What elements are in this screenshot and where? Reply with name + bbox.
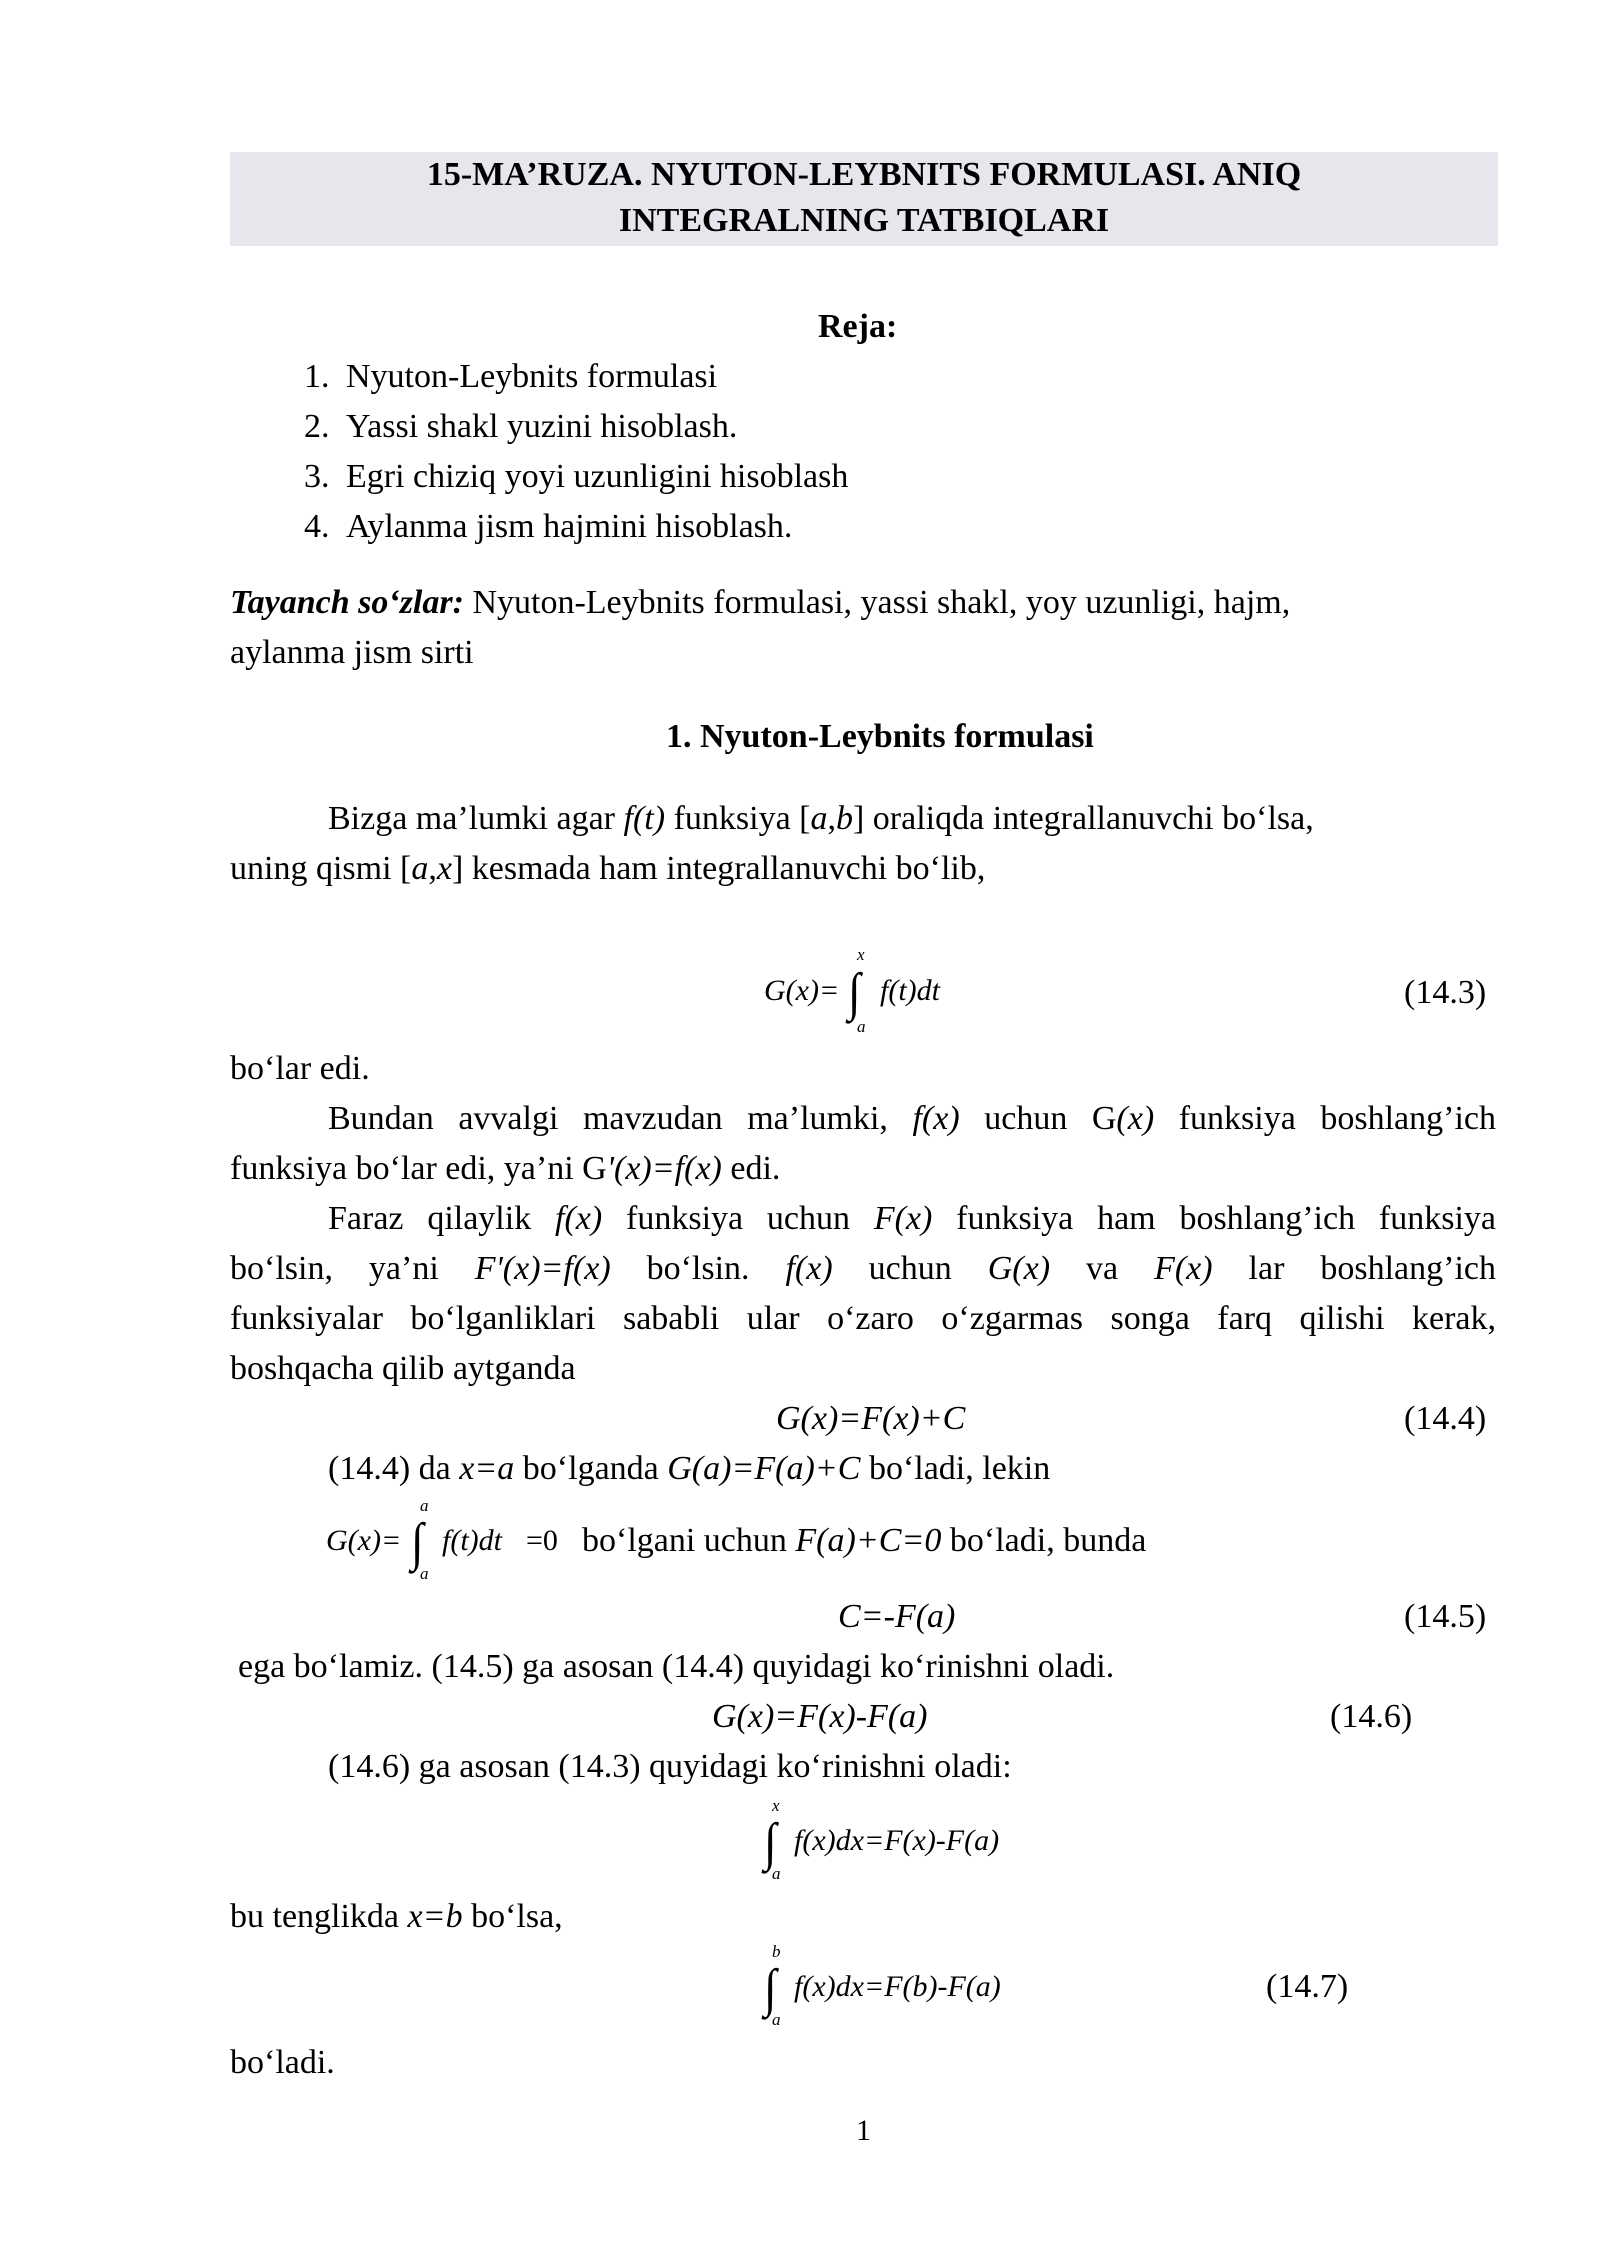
text: funksiya uchun bbox=[602, 1200, 874, 1237]
equation-14-7 bbox=[760, 1942, 1080, 2032]
integral-upper-limit: x bbox=[772, 1796, 780, 1815]
plan-item-number: 3. bbox=[304, 458, 330, 495]
section-heading: 1. Nyuton-Leybnits formulasi bbox=[666, 718, 1094, 755]
plan-item-text: Egri chiziq yoyi uzunligini hisoblash bbox=[346, 458, 849, 495]
eq-tail: =0 bbox=[526, 1524, 558, 1557]
eq-integrand: f(t)dt bbox=[880, 974, 940, 1007]
paragraph-line bbox=[230, 1244, 1496, 1294]
eq-left: G(x)= bbox=[326, 1524, 402, 1557]
plan-item-text: Aylanma jism hajmini hisoblash. bbox=[346, 508, 793, 545]
text: edi. bbox=[721, 1150, 781, 1187]
text: bo‘lgani uchun bbox=[582, 1522, 796, 1559]
math-f-x: f(x) bbox=[912, 1100, 960, 1137]
math-f-x: f(x) bbox=[785, 1250, 833, 1287]
text: bo‘lganda bbox=[514, 1450, 668, 1487]
math-G-a: G(a)=F(a)+C bbox=[667, 1450, 861, 1487]
integral-sign: ∫ bbox=[764, 1958, 777, 2017]
equation-number: (14.7) bbox=[1266, 1968, 1349, 2005]
plan-heading: Reja: bbox=[818, 308, 898, 345]
math-x: x bbox=[436, 850, 452, 887]
paragraph-line bbox=[230, 844, 985, 894]
text: Faraz qilaylik bbox=[328, 1200, 556, 1237]
text: funksiya boshlang’ich bbox=[1154, 1100, 1496, 1137]
integral-upper-limit: a bbox=[420, 1496, 429, 1515]
plan-item-number: 2. bbox=[304, 408, 330, 445]
plan-item bbox=[304, 502, 792, 552]
keywords-line-2: aylanma jism sirti bbox=[230, 634, 474, 671]
keywords-label: Tayanch so‘zlar: bbox=[230, 584, 464, 621]
math-b: b bbox=[835, 800, 853, 837]
paragraph-line bbox=[230, 1892, 563, 1942]
keywords-text: Nyuton-Leybnits formulasi, yassi shakl, yoy uzunligi, hajm, bbox=[463, 584, 1291, 621]
integral-lower-limit: a bbox=[772, 2010, 781, 2029]
integral-lower-limit: a bbox=[420, 1564, 429, 1583]
integral-upper-limit: x bbox=[857, 945, 865, 964]
paragraph-line: bo‘lar edi. bbox=[230, 1050, 370, 1087]
integral-sign: ∫ bbox=[848, 962, 861, 1021]
text: lar boshlang’ich bbox=[1212, 1250, 1496, 1287]
eq-body: f(x)dx=F(b)-F(a) bbox=[794, 1970, 1001, 2003]
math-x-eq-a: x=a bbox=[459, 1450, 515, 1487]
equation-14-4: G(x)=F(x)+C bbox=[776, 1400, 966, 1437]
equation-number: (14.5) bbox=[1404, 1598, 1487, 1635]
paragraph-line: ega bo‘lamiz. (14.5) ga asosan (14.4) quyidagi ko‘rinishni oladi. bbox=[238, 1648, 1115, 1685]
paragraph-line: (14.6) ga asosan (14.3) quyidagi ko‘rinishni oladi: bbox=[328, 1748, 1012, 1785]
eq-integrand: f(t)dt bbox=[442, 1524, 502, 1557]
integral-lower-limit: a bbox=[857, 1017, 866, 1036]
equation-number: (14.3) bbox=[1404, 974, 1487, 1011]
text: funksiya ham boshlang’ich funksiya bbox=[932, 1200, 1496, 1237]
title-line-2: INTEGRALNING TATBIQLARI bbox=[618, 202, 1110, 239]
plan-item-number: 1. bbox=[304, 358, 330, 395]
math-f-t: f(t) bbox=[623, 800, 666, 837]
title-line-1: 15-MA’RUZA. NYUTON-LEYBNITS FORMULASI. ANIQ bbox=[426, 156, 1302, 193]
text: bo‘ladi, bunda bbox=[941, 1522, 1147, 1559]
eq-left: G(x)= bbox=[764, 974, 840, 1007]
math-F-x: F(x) bbox=[1154, 1250, 1213, 1287]
text: Bizga ma’lumki agar bbox=[328, 800, 624, 837]
text: funksiya bo‘lar edi, ya’ni G bbox=[230, 1150, 607, 1187]
math-derivative: '(x)=f(x) bbox=[606, 1150, 722, 1187]
equation-number: (14.4) bbox=[1404, 1400, 1487, 1437]
plan-item bbox=[304, 402, 737, 452]
equation-14-6: G(x)=F(x)-F(a) bbox=[712, 1698, 928, 1735]
paragraph-line bbox=[328, 1194, 1496, 1244]
text: bo‘lsin, ya’ni bbox=[230, 1250, 475, 1287]
text: bo‘ladi, lekin bbox=[860, 1450, 1051, 1487]
text: uchun bbox=[832, 1250, 988, 1287]
text: uning qismi [ bbox=[230, 850, 412, 887]
math-F-x: F(x) bbox=[873, 1200, 933, 1237]
text: funksiya [ bbox=[665, 800, 811, 837]
equation-14-3 bbox=[760, 945, 980, 1035]
equation-number: (14.6) bbox=[1330, 1698, 1413, 1735]
keywords-line-1 bbox=[230, 578, 1290, 628]
text: bu tenglikda bbox=[230, 1898, 408, 1935]
text: ] kesmada ham integrallanuvchi bo‘lib, bbox=[451, 850, 986, 887]
page-number: 1 bbox=[856, 2114, 871, 2147]
text: bo‘lsin. bbox=[610, 1250, 786, 1287]
math-Fa-C: F(a)+C=0 bbox=[795, 1522, 942, 1559]
paragraph-line bbox=[582, 1516, 1146, 1566]
math-derivative: F'(x)=f(x) bbox=[474, 1250, 611, 1287]
text: (14.4) da bbox=[328, 1450, 460, 1487]
plan-item-number: 4. bbox=[304, 508, 330, 545]
plan-item bbox=[304, 452, 848, 502]
text: bo‘lsa, bbox=[462, 1898, 563, 1935]
text: , bbox=[428, 850, 437, 887]
paragraph-line: funksiyalar bo‘lganliklari sababli ular o‘zaro o‘zgarmas songa farq qilishi kerak, bbox=[230, 1300, 1496, 1337]
paragraph-line bbox=[328, 1444, 1050, 1494]
paragraph-line bbox=[230, 1144, 780, 1194]
text: uchun G bbox=[959, 1100, 1117, 1137]
title-banner bbox=[230, 152, 1498, 246]
math-G-x: G(x) bbox=[987, 1250, 1051, 1287]
math-a: a bbox=[810, 800, 828, 837]
paragraph-line bbox=[328, 794, 1314, 844]
math-x: (x) bbox=[1116, 1100, 1155, 1137]
text: va bbox=[1050, 1250, 1155, 1287]
text: , bbox=[827, 800, 836, 837]
plan-item-text: Yassi shakl yuzini hisoblash. bbox=[346, 408, 738, 445]
text: Bundan avvalgi mavzudan ma’lumki, bbox=[328, 1100, 913, 1137]
paragraph-line: bo‘ladi. bbox=[230, 2044, 335, 2081]
text: ] oraliqda integrallanuvchi bo‘lsa, bbox=[852, 800, 1314, 837]
math-x-eq-b: x=b bbox=[407, 1898, 463, 1935]
paragraph-line bbox=[328, 1094, 1496, 1144]
eq-body: f(x)dx=F(x)-F(a) bbox=[794, 1824, 1000, 1857]
equation-integral-x bbox=[760, 1796, 1080, 1886]
integral-sign: ∫ bbox=[411, 1512, 424, 1571]
math-f-x: f(x) bbox=[555, 1200, 603, 1237]
equation-G-zero bbox=[326, 1496, 586, 1586]
plan-item bbox=[304, 352, 717, 402]
plan-item-text: Nyuton-Leybnits formulasi bbox=[346, 358, 718, 395]
integral-lower-limit: a bbox=[772, 1864, 781, 1883]
integral-upper-limit: b bbox=[772, 1942, 781, 1961]
integral-sign: ∫ bbox=[764, 1812, 777, 1871]
equation-14-5: C=-F(a) bbox=[838, 1598, 956, 1635]
math-a: a bbox=[411, 850, 429, 887]
paragraph-line: boshqacha qilib aytganda bbox=[230, 1350, 576, 1387]
